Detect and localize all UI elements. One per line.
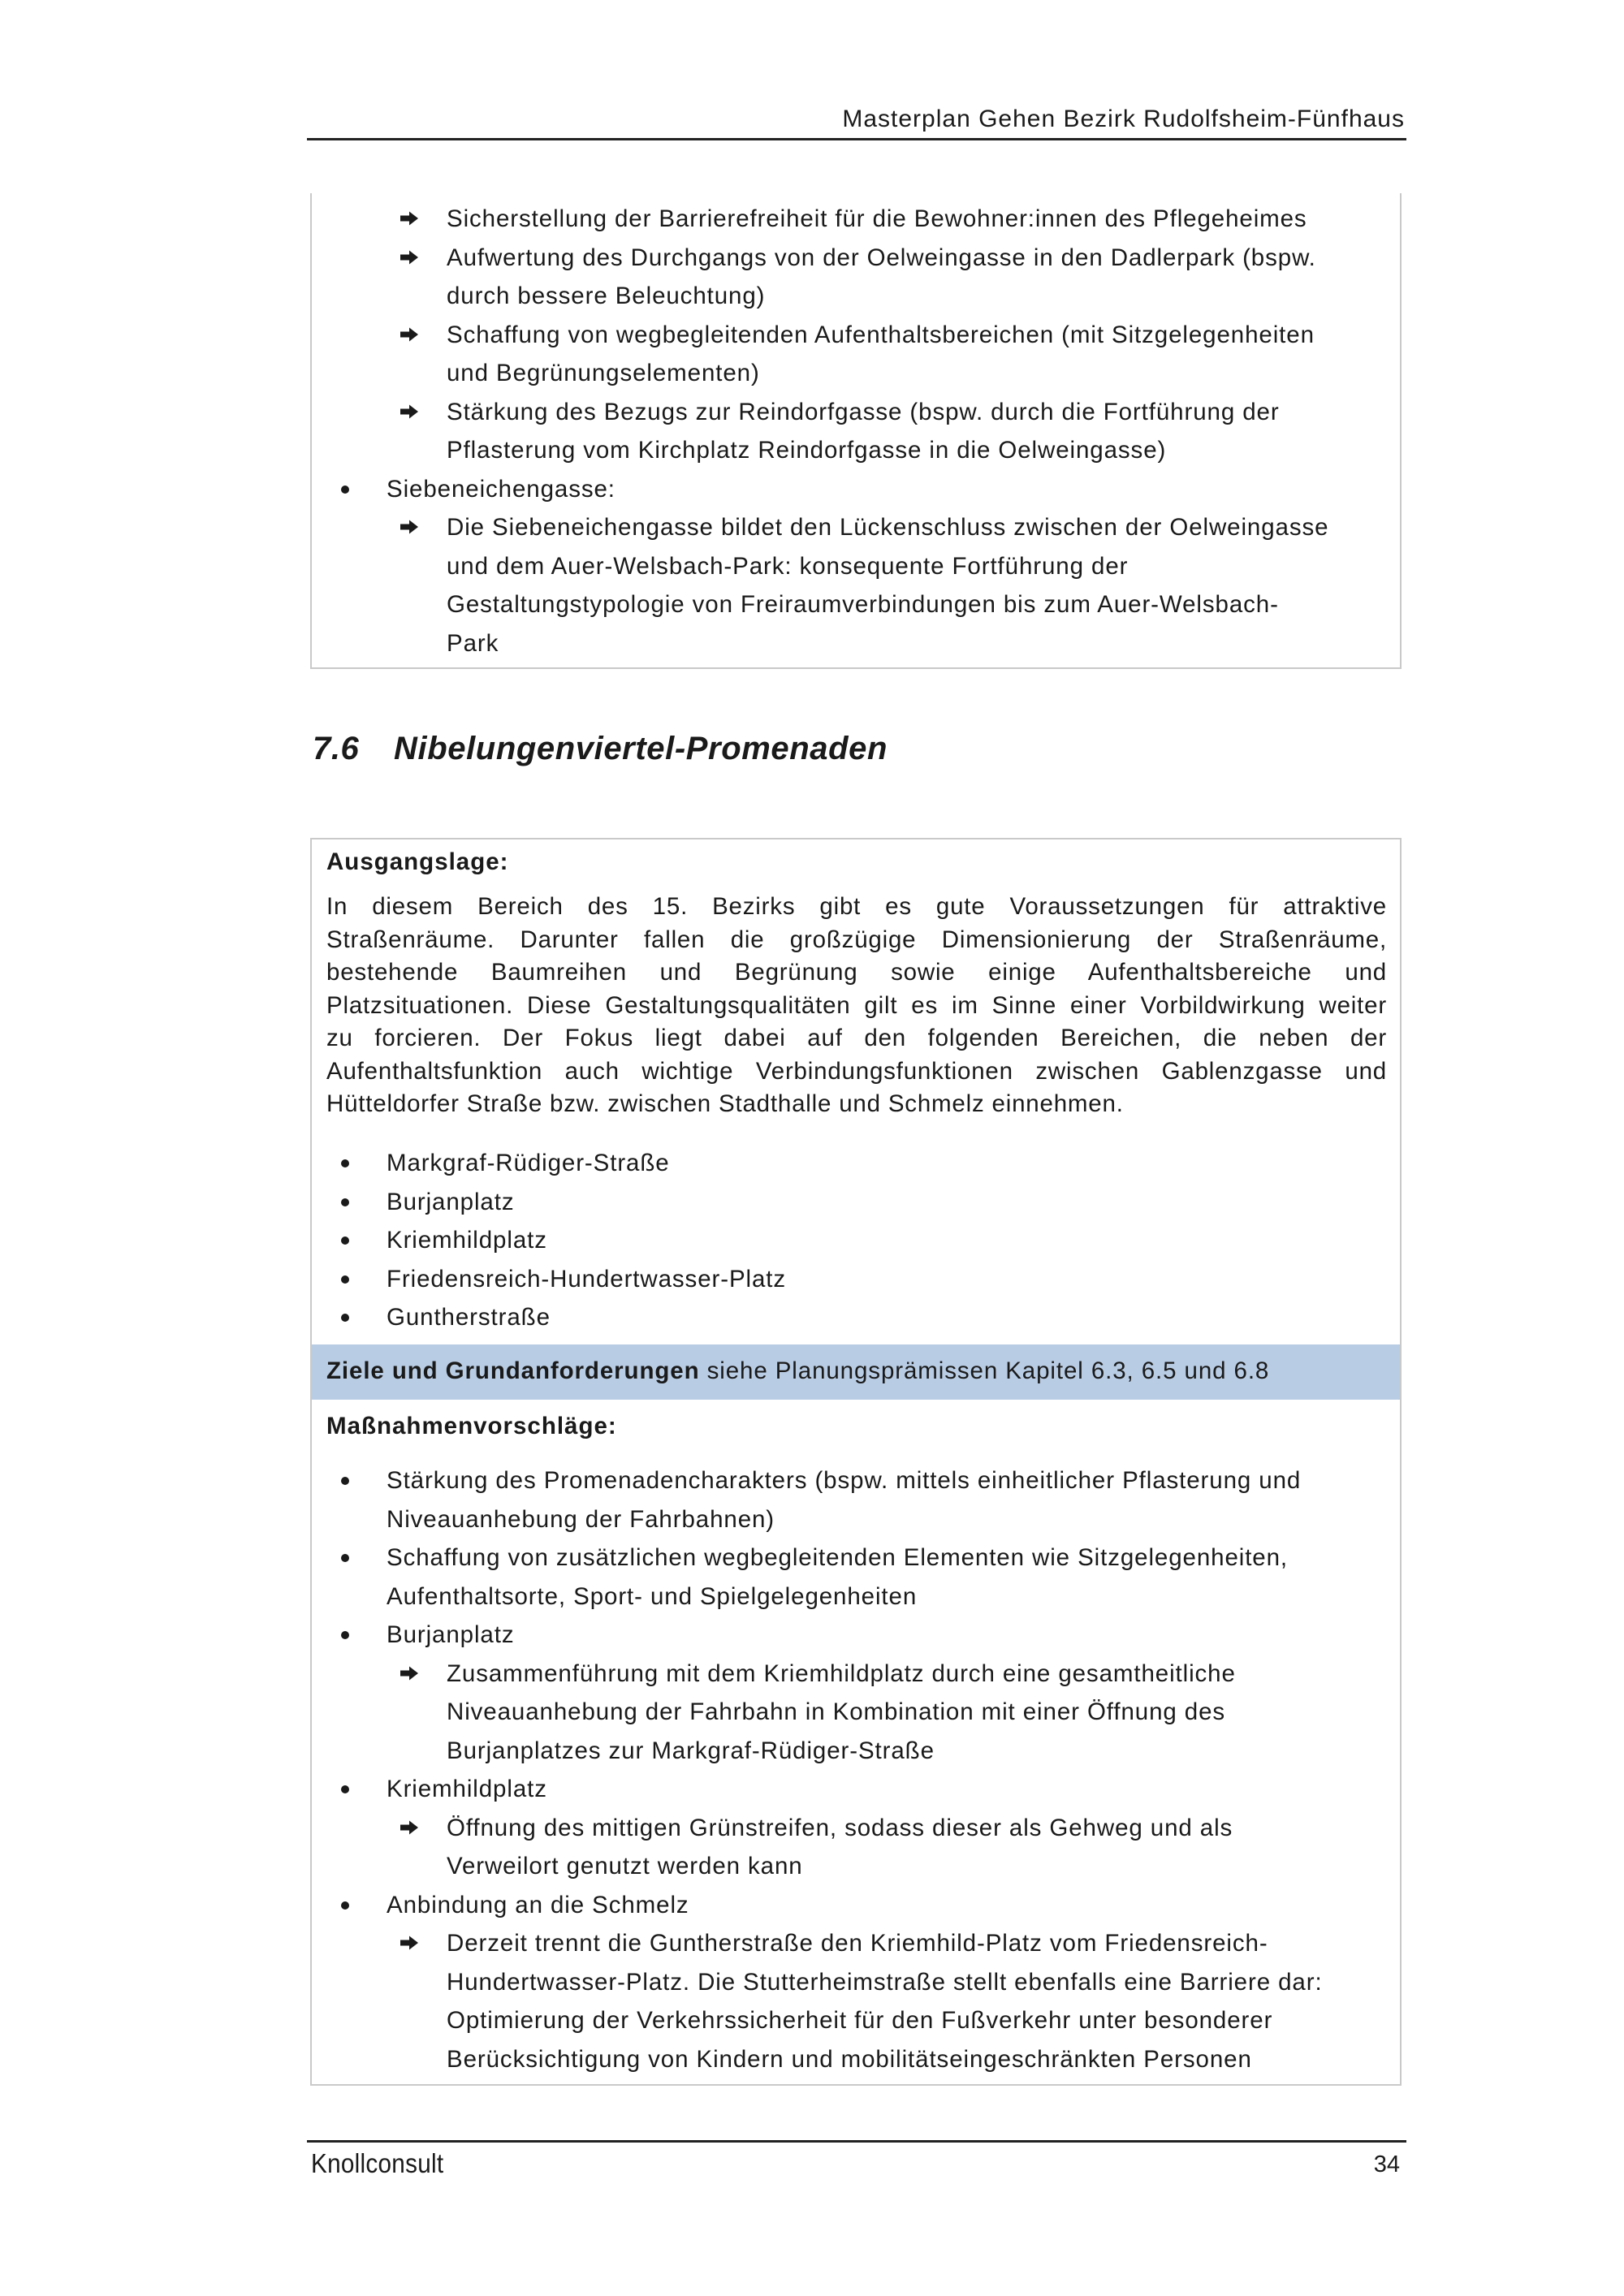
arrow-right-icon bbox=[400, 1820, 419, 1835]
ziele-text bbox=[326, 1357, 1269, 1385]
item-line: Verweilort genutzt werden kann bbox=[447, 1853, 803, 1880]
item-line: Schaffung von zusätzlichen wegbegleitenden Elementen wie Sitzgelegenheiten, bbox=[387, 1544, 1289, 1571]
place-item: Markgraf-Rüdiger-Straße bbox=[387, 1150, 670, 1176]
item-line: Hundertwasser-Platz. Die Stutterheimstraße stellt ebenfalls eine Barriere dar: bbox=[447, 1968, 1323, 1996]
item-line: Schaffung von wegbegleitenden Aufenthaltsbereichen (mit Sitzgelegenheiten bbox=[447, 321, 1315, 348]
bullet-icon bbox=[341, 1275, 349, 1284]
massnahme-item bbox=[387, 1886, 689, 1925]
bullet-icon bbox=[341, 1159, 349, 1167]
paragraph-line: In diesem Bereich des 15. Bezirks gibt es gute Voraussetzungen für attraktive bbox=[326, 893, 1387, 920]
paragraph-line: Aufenthaltsfunktion auch wichtige Verbindungsfunktionen zwischen Gablenzgasse und bbox=[326, 1057, 1387, 1085]
arrow-right-icon bbox=[400, 404, 419, 419]
page-number: 34 bbox=[1373, 2151, 1400, 2177]
item-line: und Begrünungselementen) bbox=[447, 360, 760, 386]
bullet-icon bbox=[341, 1477, 349, 1485]
measure-sub-item bbox=[447, 239, 1316, 316]
item-line: Park bbox=[447, 629, 499, 657]
arrow-right-icon bbox=[400, 1666, 419, 1681]
item-line: durch bessere Beleuchtung) bbox=[447, 283, 766, 309]
footer-rule bbox=[307, 2140, 1406, 2143]
measure-sub-item bbox=[447, 393, 1280, 470]
paragraph-line: bestehende Baumreihen und Begrünung sowie einige Aufenthaltsbereiche und bbox=[326, 959, 1387, 986]
ausgangslage-label: Ausgangslage: bbox=[326, 848, 509, 875]
massnahmen-label: Maßnahmenvorschläge: bbox=[326, 1413, 617, 1439]
massnahme-sub-item bbox=[447, 1655, 1236, 1771]
item-line: Sicherstellung der Barrierefreiheit für die Bewohner:innen des Pflegeheimes bbox=[447, 205, 1307, 232]
bullet-icon bbox=[341, 1236, 349, 1245]
place-item: Kriemhildplatz bbox=[387, 1227, 547, 1254]
item-line: und dem Auer-Welsbach-Park: konsequente Fortführung der bbox=[447, 552, 1129, 580]
arrow-right-icon bbox=[400, 327, 419, 342]
place-item: Friedensreich-Hundertwasser-Platz bbox=[387, 1265, 787, 1293]
massnahme-item bbox=[387, 1770, 547, 1809]
item-line: Niveauanhebung der Fahrbahn in Kombination mit einer Öffnung des bbox=[447, 1698, 1226, 1725]
arrow-right-icon bbox=[400, 520, 419, 534]
massnahme-item bbox=[387, 1616, 515, 1655]
item-line: Anbindung an die Schmelz bbox=[387, 1891, 689, 1918]
item-line: Derzeit trennt die Guntherstraße den Kriemhild-Platz vom Friedensreich- bbox=[447, 1930, 1268, 1957]
arrow-right-icon bbox=[400, 211, 419, 226]
footer-company: Knollconsult bbox=[311, 2148, 444, 2178]
item-line: Aufenthaltsorte, Sport- und Spielgelegenheiten bbox=[387, 1582, 918, 1610]
item-line: Die Siebeneichengasse bildet den Lückenschluss zwischen der Oelweingasse bbox=[447, 514, 1329, 541]
paragraph-line: zu forcieren. Der Fokus liegt dabei auf den folgenden Bereichen, die neben der bbox=[326, 1025, 1387, 1051]
bullet-icon bbox=[341, 1314, 349, 1322]
massnahme-sub-item bbox=[447, 1924, 1323, 2078]
ausgangslage-paragraph bbox=[326, 891, 1387, 1121]
item-line: Stärkung des Bezugs zur Reindorfgasse (bspw. durch die Fortführung der bbox=[447, 398, 1280, 425]
massnahme-item bbox=[387, 1539, 1288, 1616]
item-line: Stärkung des Promenadencharakters (bspw. mittels einheitlicher Pflasterung und bbox=[387, 1467, 1302, 1494]
item-line: Burjanplatzes zur Markgraf-Rüdiger-Straße bbox=[447, 1737, 935, 1764]
measure-sub-item bbox=[447, 200, 1307, 239]
item-line: Niveauanhebung der Fahrbahnen) bbox=[387, 1505, 775, 1533]
item-line: Pflasterung vom Kirchplatz Reindorfgasse in die Oelweingasse) bbox=[447, 437, 1167, 464]
item-line: Kriemhildplatz bbox=[387, 1776, 547, 1802]
section-heading bbox=[313, 731, 888, 767]
item-line: Aufwertung des Durchgangs von der Oelweingasse in den Dadlerpark (bspw. bbox=[447, 244, 1316, 271]
section-title: Nibelungenviertel-Promenaden bbox=[394, 731, 888, 766]
arrow-right-icon bbox=[400, 250, 419, 265]
page-header-title: Masterplan Gehen Bezirk Rudolfsheim-Fünfhaus bbox=[842, 106, 1405, 132]
item-line: Optimierung der Verkehrssicherheit für den Fußverkehr unter besonderer bbox=[447, 2007, 1273, 2034]
arrow-right-icon bbox=[400, 1936, 419, 1950]
item-line: Öffnung des mittigen Grünstreifen, sodass dieser als Gehweg und als bbox=[447, 1814, 1233, 1841]
ziele-reference: siehe Planungsprämissen Kapitel 6.3, 6.5 und 6.8 bbox=[699, 1357, 1270, 1384]
bullet-icon bbox=[341, 1198, 349, 1206]
bullet-icon bbox=[341, 1631, 349, 1639]
massnahme-item bbox=[387, 1461, 1301, 1539]
measure-sub-item bbox=[447, 316, 1315, 393]
item-line: Siebeneichengasse: bbox=[387, 475, 615, 503]
item-line: Berücksichtigung von Kindern und mobilitätseingeschränkten Personen bbox=[447, 2045, 1252, 2073]
place-item: Guntherstraße bbox=[387, 1304, 551, 1331]
measure-item bbox=[387, 470, 615, 509]
bullet-icon bbox=[341, 1785, 349, 1793]
item-line: Burjanplatz bbox=[387, 1621, 515, 1648]
ziele-bold-label: Ziele und Grundanforderungen bbox=[326, 1357, 700, 1384]
header-rule bbox=[307, 138, 1406, 140]
item-line: Zusammenführung mit dem Kriemhildplatz durch eine gesamtheitliche bbox=[447, 1659, 1236, 1687]
paragraph-line: Hütteldorfer Straße bzw. zwischen Stadthalle und Schmelz einnehmen. bbox=[326, 1090, 1124, 1117]
item-line: Gestaltungstypologie von Freiraumverbindungen bis zum Auer-Welsbach- bbox=[447, 591, 1279, 618]
bullet-icon bbox=[341, 1901, 349, 1910]
paragraph-line: Straßenräume. Darunter fallen die großzügige Dimensionierung der Straßenräume, bbox=[326, 926, 1387, 953]
section-number: 7.6 bbox=[313, 731, 360, 766]
place-item: Burjanplatz bbox=[387, 1188, 515, 1215]
bullet-icon bbox=[341, 1554, 349, 1562]
paragraph-line: Platzsituationen. Diese Gestaltungsqualitäten gilt es im Sinne einer Vorbildwirkung weiter bbox=[326, 991, 1387, 1019]
massnahme-sub-item bbox=[447, 1809, 1233, 1886]
measure-sub-item bbox=[447, 508, 1328, 662]
bullet-icon bbox=[341, 486, 349, 494]
